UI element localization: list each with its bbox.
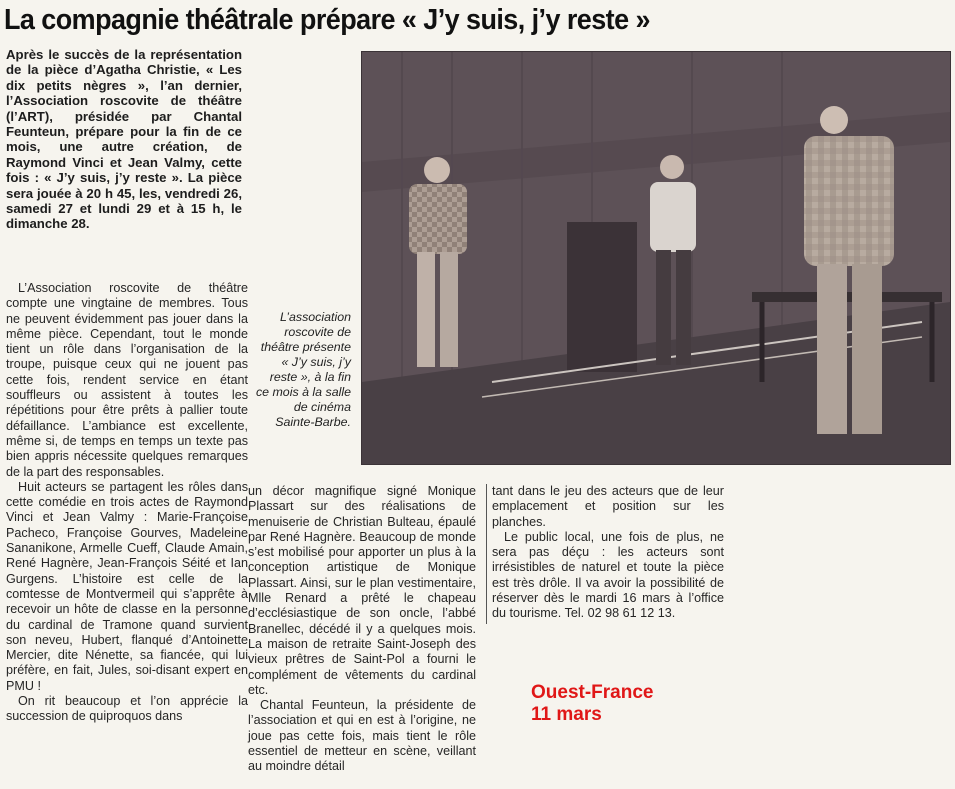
paragraph: tant dans le jeu des acteurs que de leur emplacement et position sur les planches. [492,484,724,529]
source-date: 11 mars [531,704,602,725]
column-divider [486,484,487,624]
source-label [531,682,653,726]
lead-paragraph: Après le succès de la représentation de la pièce d’Agatha Christie, « Les dix petits nègres », l’an dernier, l’Association roscovite de théâtre (l’ART), présidée par Chantal Feunteun, prépare pour la fin de ce mois, une autre création, de Raymond Vinci et Jean Valmy, cette fois : « J’y suis, j’y reste ». La pièce sera jouée à 20 h 45, les, vendredi 26, samedi 27 et lundi 29 et à 15 h, le dimanche 28. [6,47,242,232]
paragraph: Chantal Feunteun, la présidente de l’association et qui en est à l’origine, ne joue pas cette fois, mais tient le rôle essentiel de metteur en scène, veillant au moindre détail [248,698,476,774]
headline: La compagnie théâtrale prépare « J’y suis, j’y reste » [4,4,650,36]
paragraph: L’Association roscovite de théâtre compte une vingtaine de membres. Tous ne peuvent évidemment pas jouer dans la même pièce. Cependant, tout le monde tient un rôle dans l’organisation de la troupe, puisque ceux qui ne jouent pas cette fois, rendent service en étant souffleurs ou assistent à toutes les répétitions pour être prêts à pallier toute défaillance. L’ambiance est excellente, même si, de temps en temps un texte pas bien appris nécessite quelques remarques de la part des responsables. [6,281,248,479]
source-name: Ouest-France [531,682,654,703]
actors-on-stage-image [362,52,950,464]
paragraph: un décor magnifique signé Monique Plassart sur des réalisations de menuiserie de Christian Bulteau, épaulé par René Hagnère. Beaucoup de monde s’est mobilisé pour apporter un plus à la conception artistique de Monique Plassart. Ainsi, sur le plan vestimentaire, Mlle Renard a prêté le chapeau d’ecclésiastique de son oncle, l’abbé Branellec, décédé il y a quelques mois. La maison de retraite Saint-Joseph des vieux prêtres de Saint-Pol a fourni le complément de vêtements du cardinal etc. [248,484,476,697]
paragraph: On rit beaucoup et l’on apprécie la succession de quiproquos dans [6,694,248,724]
article-column-1 [6,281,248,725]
article-column-2 [248,484,476,775]
paragraph: Huit acteurs se partagent les rôles dans cette comédie en trois actes de Raymond Vinci et Jean Valmy : Marie-Françoise Pacheco, Françoise Gourves, Madeleine Sananikone, Armelle Cueff, Claude Amain, René Hagnère, Jean-François Séité et Ian Gurgens. L’histoire est celle de la comtesse de Montvermeil qui s’apprête à recevoir un hôte de classe en la personne du cardinal de Tramone quand survient son neveu, Hubert, flanqué d’Antoinette Mercier, dite Nénette, sa fiancée, qui lui préfère, en fait, Jules, soi-disant expert en PMU ! [6,479,248,693]
paragraph: Le public local, une fois de plus, ne sera pas déçu : les acteurs sont irrésistibles de naturel et toute la pièce est très drôle. Il va avoir la possibilité de réserver dès le mardi 16 mars à l’office du tourisme. Tel. 02 98 61 12 13. [492,529,724,621]
photo-caption: L’association roscovite de théâtre présente « J’y suis, j’y reste », à la fin ce mois à la salle de cinéma Sainte-Barbe. [255,310,351,429]
stage-photo [361,51,951,465]
article-column-3 [492,484,724,622]
